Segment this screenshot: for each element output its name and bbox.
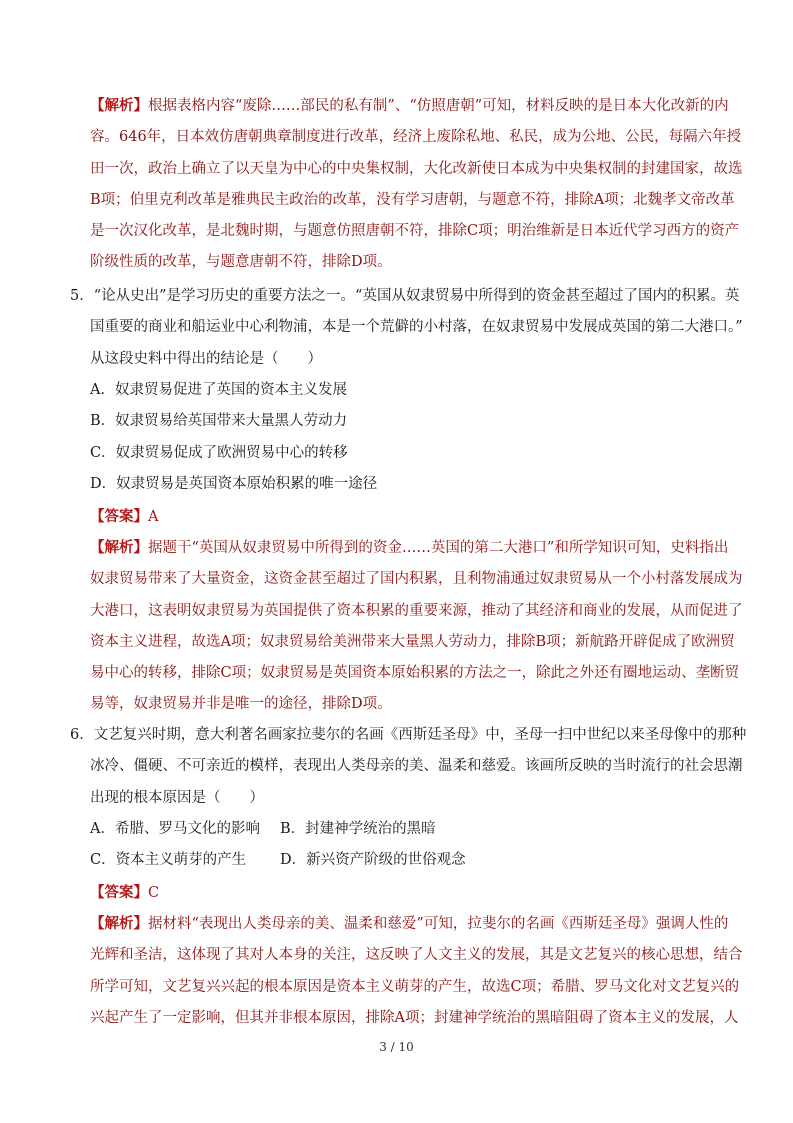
answer-tag: 【答案】 <box>90 508 148 525</box>
question-line: 国重要的商业和船运业中心利物浦，本是一个荒僻的小村落，在奴隶贸易中发展成英国的第二大港口。” <box>90 319 743 336</box>
analysis-line: 容。646年，日本效仿唐朝典章制度进行改革，经济上废除私地、私民，成为公地、公民，每隔六年授 <box>90 129 742 146</box>
question-line: 冰冷、僵硬、不可亲近的模样，表现出人类母亲的美、温柔和慈爱。该画所反映的当时流行的社会思潮 <box>90 758 743 775</box>
answer-value: C <box>148 885 160 901</box>
q5-option-c: C．奴隶贸易促成了欧洲贸易中心的转移 <box>90 445 348 461</box>
page-number: 3 / 10 <box>379 1040 414 1054</box>
analysis-tag: 【解析】 <box>90 97 148 114</box>
analysis-tag: 【解析】 <box>90 915 148 932</box>
q5-stem <box>70 281 743 375</box>
analysis-line: 根据表格内容“废除……部民的私有制”、“仿照唐朝”可知，材料反映的是日本大化改新的内 <box>148 98 729 114</box>
analysis-line: 据材料“表现出人类母亲的美、温柔和慈爱”可知，拉斐尔的名画《西斯廷圣母》强调人性的 <box>148 916 729 932</box>
analysis-line: 光辉和圣洁，这体现了其对人本身的关注，这反映了人文主义的发展，其是文艺复兴的核心思想，结合 <box>90 947 743 964</box>
analysis-line: 兴起产生了一定影响，但其并非根本原因，排除A项；封建神学统治的黑暗阻碍了资本主义的发展，人 <box>90 1009 739 1026</box>
analysis-line: 资本主义进程，故选A项；奴隶贸易给美洲带来大量黑人劳动力，排除B项；新航路开辟促成了欧洲贸 <box>90 633 735 650</box>
analysis-line: 是一次汉化改革，是北魏时期，与题意仿照唐朝不符，排除C项；明治维新是日本近代学习西方的资产 <box>90 223 740 240</box>
q5-option-a: A．奴隶贸易促进了英国的资本主义发展 <box>90 382 347 398</box>
q6-answer <box>90 877 159 909</box>
question-line: 从这段史料中得出的结论是（ ） <box>90 350 322 367</box>
analysis-line: 奴隶贸易带来了大量资金，这资金甚至超过了国内积累，且利物浦通过奴隶贸易从一个小村落发展成为 <box>90 571 743 588</box>
q6-option-d: D．新兴资产阶级的世俗观念 <box>280 852 466 868</box>
analysis-line: 所学可知，文艺复兴兴起的根本原因是资本主义萌芽的产生，故选C项；希腊、罗马文化对文艺复兴的 <box>90 978 740 995</box>
q5-answer <box>90 501 158 533</box>
q6-analysis <box>90 908 743 1034</box>
analysis-line: 大港口，这表明奴隶贸易为英国提供了资本积累的重要来源，推动了其经济和商业的发展，从而促进了 <box>90 602 743 619</box>
q5-option-b: B．奴隶贸易给英国带来大量黑人劳动力 <box>90 413 348 429</box>
analysis-line: 田一次，政治上确立了以天皇为中心的中央集权制，大化改新使日本成为中央集权制的封建国家，故选 <box>90 160 743 177</box>
q6-option-a: A．希腊、罗马文化的影响 <box>90 821 260 837</box>
analysis-line: 据题干“英国从奴隶贸易中所得到的资金……英国的第二大港口”和所学知识可知，史料指出 <box>148 540 729 556</box>
q5-analysis <box>90 532 743 721</box>
q6-option-b: B．封建神学统治的黑暗 <box>280 821 436 837</box>
analysis-tag: 【解析】 <box>90 539 148 556</box>
analysis-line: 易中心的转移，排除C项；奴隶贸易是英国资本原始积累的方法之一，除此之外还有圈地运动、垄断贸 <box>90 665 740 682</box>
q5-option-d: D．奴隶贸易是英国资本原始积累的唯一途径 <box>90 476 378 492</box>
q6-option-c: C．资本主义萌芽的产生 <box>90 852 247 868</box>
answer-value: A <box>148 509 159 525</box>
answer-tag: 【答案】 <box>90 884 148 901</box>
question-line: 出现的根本原因是（ ） <box>90 789 264 806</box>
question-line: 6．文艺复兴时期，意大利著名画家拉斐尔的名画《西斯廷圣母》中，圣母一扫中世纪以来圣母像中的那种 <box>70 727 747 743</box>
analysis-line: B项；伯里克利改革是雅典民主政治的改革，没有学习唐朝，与题意不符，排除A项；北魏孝文帝改革 <box>90 191 735 208</box>
question-line: 5．“论从史出”是学习历史的重要方法之一。“英国从奴隶贸易中所得到的资金甚至超过了国内的积累。英 <box>70 288 740 304</box>
analysis-line: 易等，奴隶贸易并非是唯一的途径，排除D项。 <box>90 696 392 713</box>
q6-stem <box>70 720 747 814</box>
q4-analysis <box>90 90 743 279</box>
analysis-line: 阶级性质的改革，与题意唐朝不符，排除D项。 <box>90 254 392 271</box>
